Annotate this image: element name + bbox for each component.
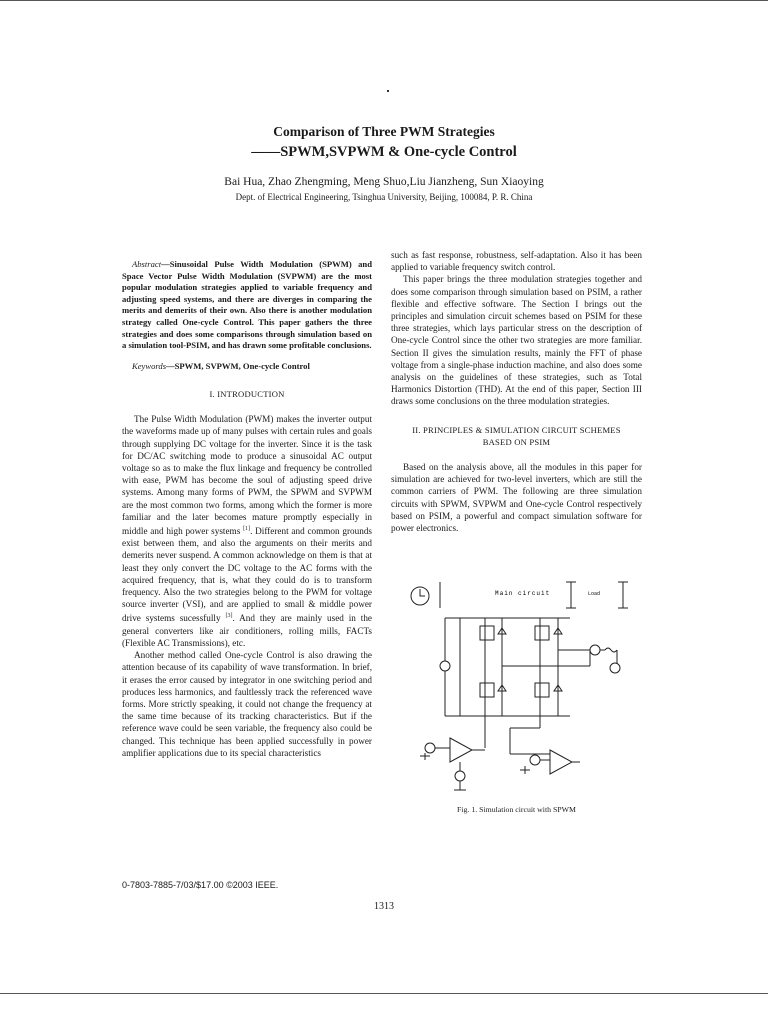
intro-paragraph-3: This paper brings the three modulation strategies together and does some comparison through simulation based on PSIM, a rather flexible and effective software. The Section I brings out the principles and simulation circuit schemes based on PSIM for these three strategies, which lays particular stress on the description of One-cycle Control since the other two strategies are more familiar. Section II gives the simulation results, mainly the FFT of phase voltage from a single-phase induction machine, and also does some analysis on the guidelines of these strategies, such as Total Harmonics Distortion (THD). At the end of this paper, Section III draws some conclusions on the three modulation strategies. <box>391 274 642 407</box>
page-number: 1313 <box>374 901 394 912</box>
keywords <box>122 360 372 372</box>
sine-reference-1-icon <box>425 743 435 753</box>
comparator-1-icon <box>450 738 472 762</box>
section-heading-introduction: I. INTRODUCTION <box>209 388 285 399</box>
figure-caption: Fig. 1. Simulation circuit with SPWM <box>457 805 576 814</box>
section2-heading-line1: II. PRINCIPLES & SIMULATION CIRCUIT SCHEMES <box>412 424 621 435</box>
copyright-code: 0-7803-7885-7/03/$17.00 ©2003 IEEE. <box>122 880 279 890</box>
citation-3: [3] <box>225 613 233 620</box>
intro-p1-c: . And they are mainly used in the general converters like air conditioners, rolling mills, FACTs (Flexible AC Transmissions), etc. <box>122 613 372 648</box>
load-label: Load <box>588 591 601 597</box>
scan-speck <box>387 90 389 92</box>
principles-paragraph: Based on the analysis above, all the modules in this paper for simulation are achieved for two-level inverters, which are still the common carriers of PWM. The following are three simulation circuits with SPWM, SVPWM and One-cycle Control respectively based on PSIM, a powerful and compact simulation software for power electronics. <box>391 462 642 534</box>
citation-1: [1] <box>243 525 251 532</box>
carrier-source-icon <box>455 771 465 781</box>
dc-source-icon <box>440 661 450 671</box>
intro-paragraph-1 <box>122 413 372 649</box>
paper-title-line1: Comparison of Three PWM Strategies <box>273 124 495 139</box>
comparator-2-icon <box>550 750 572 774</box>
intro-p1-b: . Different and common grounds exist between them, and also the arguments on their merits and demerits never suspend. A common acknowledge on them is that at least they only convert the DC voltage to the AC forms with the acquired frequency, that is, what they could do is to transform frequency. Also the two strategies belong to the PWM for voltage source inverter (VSI), and are applied to small & middle power drive systems sucessfully <box>122 526 372 624</box>
right-column <box>391 249 642 534</box>
abstract-body: —Sinusoidal Pulse Width Modulation (SPWM) and Space Vector Pulse Width Modulation (SVPWM) are the most popular modulation strategies applied to variable frequency and adjusting speed systems, and there are diverges in comparing the merits and demerits of their own. Also there is another modulation strategy called One-cycle Control. This paper gathers the three strategies and does some comparisons through simulation based on a simulation tool-PSIM, and has drawn some profitable conclusions. <box>122 259 372 351</box>
load-inductor-icon <box>605 648 617 652</box>
abstract-lead: Abstract <box>132 259 162 269</box>
left-column <box>122 259 372 759</box>
voltmeter-icon <box>610 663 620 673</box>
intro-paragraph-2: Another method called One-cycle Control is also drawing the attention because of its capability of wave transformation. In brief, it erases the error caused by integrator in one switching period and produces less harmonics, and faultlessly track the referenced wave forms. More strictly speaking, it could not change the frequency at the same time because of its tracking characteristics. But if the reference wave could be seen variable, the frequency also could be changed. This technique has been applied successfully in power amplifier applications due to its special characteristics <box>122 650 372 758</box>
intro-continuation: such as fast response, robustness, self-adaptation. Also it has been applied to variable frequency switch control. <box>391 250 642 273</box>
switch-s1-icon <box>480 626 494 640</box>
simulation-circuit-figure <box>400 578 630 802</box>
top-rule <box>0 0 768 1</box>
switch-s4-icon <box>535 683 549 697</box>
keywords-lead: Keywords <box>132 360 167 371</box>
section-heading-principles <box>391 424 642 448</box>
clock-hands <box>420 589 425 596</box>
paper-title-line2: ——SPWM,SVPWM & One-cycle Control <box>251 144 517 160</box>
abstract <box>122 259 372 352</box>
bottom-rule <box>0 993 768 994</box>
sine-reference-2-icon <box>530 755 540 765</box>
switch-s2-icon <box>480 683 494 697</box>
affiliation: Dept. of Electrical Engineering, Tsinghua University, Beijing, 100084, P. R. China <box>235 192 533 202</box>
section2-heading-line2: BASED ON PSIM <box>482 436 551 447</box>
main-circuit-label: Main circuit <box>495 590 551 597</box>
intro-p1-a: The Pulse Width Modulation (PWM) makes the inverter output the waveforms made up of many pulses with certain rules and goals through supplying DC voltage for the inverter. Since it is the task for DC/AC switching mode to produce a sinusoidal AC output voltage so as to make the flux linkage and frequency be controlled with ease, PWM has become the soul of adjusting speed drive systems. Among many forms of PWM, the SPWM and SVPWM are the most common two forms, among which the former is more familiar and the later becomes mature promptly especially in middle and high power systems <box>122 414 372 537</box>
switch-s3-icon <box>535 626 549 640</box>
keywords-body: —SPWM, SVPWM, One-cycle Control <box>166 360 310 371</box>
authors: Bai Hua, Zhao Zhengming, Meng Shuo,Liu Jianzheng, Sun Xiaoying <box>224 176 544 188</box>
ammeter-icon <box>590 645 600 655</box>
